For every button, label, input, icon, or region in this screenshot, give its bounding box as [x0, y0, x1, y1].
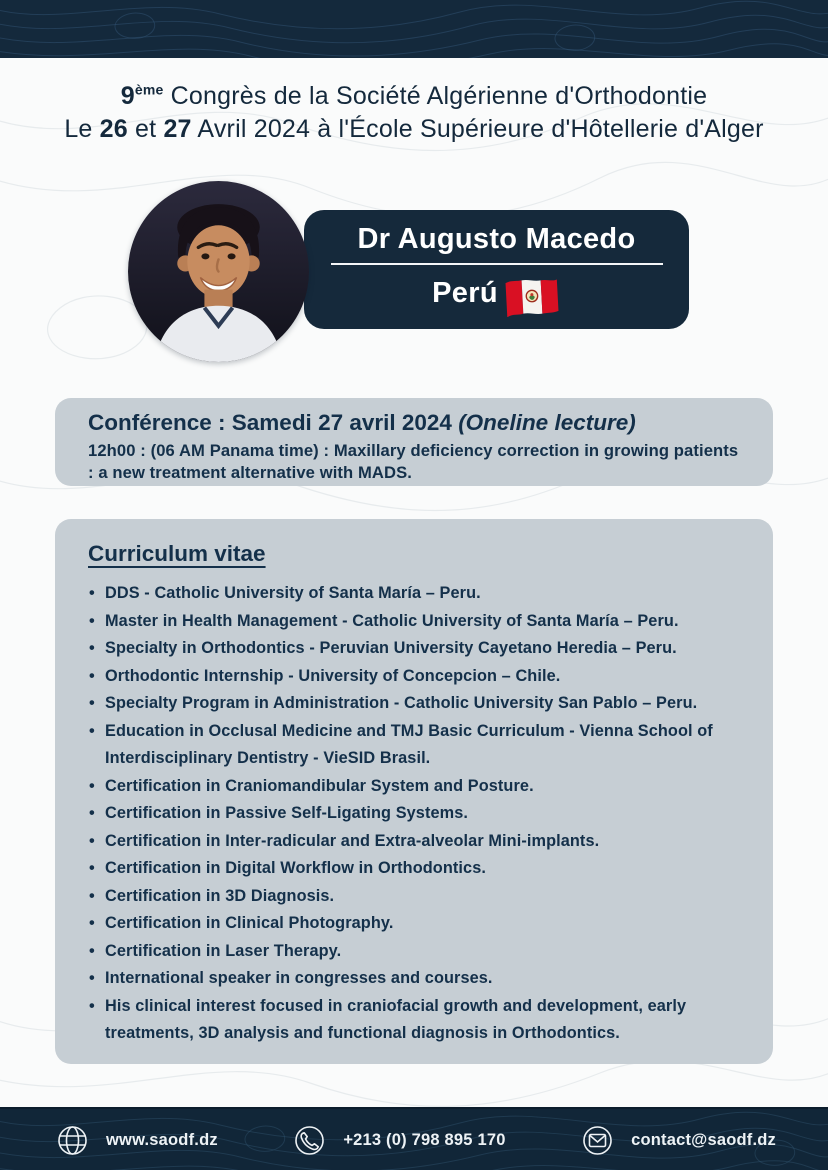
conference-box	[55, 398, 773, 486]
speaker-country: Perú	[432, 277, 498, 309]
cv-item: • Certification in Laser Therapy.	[88, 938, 745, 966]
footer-phone-label: +213 (0) 798 895 170	[343, 1131, 506, 1149]
footer-website-label: www.saodf.dz	[106, 1131, 218, 1149]
title-line-1	[0, 80, 828, 113]
speaker-badge	[304, 210, 689, 329]
footer-email[interactable]	[577, 1120, 776, 1161]
phone-icon	[289, 1120, 330, 1161]
conference-heading	[88, 409, 747, 437]
badge-divider	[331, 263, 663, 265]
cv-list	[88, 580, 745, 1048]
congress-number: 9	[120, 82, 135, 110]
page-title	[0, 80, 828, 146]
cv-item: • Certification in 3D Diagnosis.	[88, 883, 745, 911]
cv-item: • Orthodontic Internship - University of Concepcion – Chile.	[88, 663, 745, 691]
footer-phone[interactable]	[289, 1120, 505, 1161]
cv-item: • International speaker in congresses and courses.	[88, 965, 745, 993]
speaker-portrait	[128, 181, 309, 362]
peru-flag-icon	[503, 277, 561, 317]
conference-description: 12h00 : (06 AM Panama time) : Maxillary deficiency correction in growing patients : a new treatment alternative with MADS.	[88, 441, 739, 482]
cv-box	[55, 519, 773, 1064]
cv-item: • DDS - Catholic University of Santa María – Peru.	[88, 580, 745, 608]
title-line-2	[0, 113, 828, 146]
cv-item: • Certification in Clinical Photography.	[88, 910, 745, 938]
speaker-country-row	[432, 271, 561, 317]
title-line-2-part: et	[127, 115, 164, 143]
speaker-photo	[128, 181, 309, 362]
speaker-name: Dr Augusto Macedo	[357, 222, 636, 255]
cv-item: • His clinical interest focused in craniofacial growth and development, early treatments, 3D analysis and functional diagnosis in Orthodontics.	[88, 993, 745, 1048]
cv-item: • Specialty Program in Administration - Catholic University San Pablo – Peru.	[88, 690, 745, 718]
top-banner	[0, 0, 828, 58]
cv-item: • Specialty in Orthodontics - Peruvian University Cayetano Heredia – Peru.	[88, 635, 745, 663]
cv-item: • Master in Health Management - Catholic University of Santa María – Peru.	[88, 608, 745, 636]
conference-heading-text: Conférence : Samedi 27 avril 2024	[88, 410, 452, 435]
conference-lecture-note: (Oneline lecture)	[451, 410, 636, 435]
date-27: 27	[163, 115, 192, 143]
date-26: 26	[99, 115, 128, 143]
title-line-2-part: Avril 2024 à l'École Supérieure d'Hôtellerie d'Alger	[191, 115, 764, 143]
congress-ordinal: ème	[134, 81, 164, 98]
cv-item: • Certification in Digital Workflow in Orthodontics.	[88, 855, 745, 883]
cv-item: • Certification in Passive Self-Ligating Systems.	[88, 800, 745, 828]
cv-item: • Certification in Craniomandibular System and Posture.	[88, 773, 745, 801]
title-line-1-text: Congrès de la Société Algérienne d'Orthodontie	[163, 82, 708, 110]
footer	[0, 1107, 828, 1170]
globe-icon	[52, 1120, 93, 1161]
topographic-band-pattern	[0, 0, 828, 58]
footer-website[interactable]	[52, 1120, 218, 1161]
footer-contacts	[0, 1109, 828, 1170]
title-line-2-part: Le	[64, 115, 100, 143]
mail-icon	[577, 1120, 618, 1161]
cv-title: Curriculum vitae	[88, 541, 266, 566]
cv-item: • Education in Occlusal Medicine and TMJ Basic Curriculum - Vienna School of Interdisciplinary Dentistry - VieSID Brasil.	[88, 718, 745, 773]
cv-item: • Certification in Inter-radicular and Extra-alveolar Mini-implants.	[88, 828, 745, 856]
footer-email-label: contact@saodf.dz	[631, 1131, 776, 1149]
